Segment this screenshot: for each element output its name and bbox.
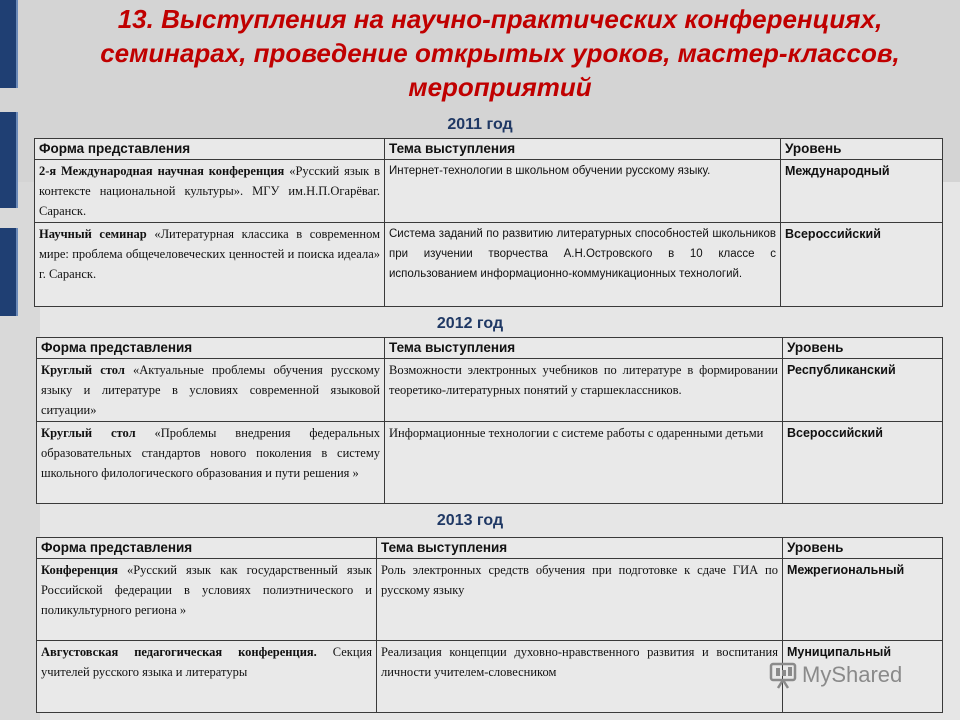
- table-header-row: [35, 139, 943, 160]
- form-type: Круглый стол: [41, 363, 125, 377]
- year-heading-2013: 2013 год: [436, 512, 504, 529]
- level-cell: Международный: [781, 160, 943, 223]
- header-form: Форма представления: [37, 538, 377, 559]
- form-detail: Секция учителей русского языка и литературы: [41, 645, 372, 679]
- form-type: Августовская педагогическая конференция.: [41, 645, 317, 659]
- topic-cell: Интернет-технологии в школьном обучении русскому языку.: [385, 160, 781, 223]
- table-row: [37, 559, 943, 641]
- form-cell: [37, 359, 385, 422]
- header-form: Форма представления: [37, 338, 385, 359]
- level-cell: Муниципальный: [783, 641, 943, 713]
- table-2012: [36, 337, 943, 504]
- header-topic: Тема выступления: [385, 338, 783, 359]
- presentation-icon: [768, 660, 798, 690]
- side-bar-decoration: [0, 112, 18, 208]
- year-heading-2011: 2011 год: [447, 116, 513, 133]
- form-cell: [35, 160, 385, 223]
- topic-cell: Возможности электронных учебников по литературе в формировании теоретико-литературных понятий у старшеклассников.: [385, 359, 783, 422]
- topic-cell: Роль электронных средств обучения при подготовке к сдаче ГИА по русскому языку: [377, 559, 783, 641]
- table-2011: [34, 138, 943, 307]
- form-cell: [37, 641, 377, 713]
- form-detail: «Русский язык как государственный язык Российской федерации в условиях полиэтнического и поликультурного региона »: [41, 563, 372, 617]
- watermark-logo: [768, 658, 902, 692]
- form-type: 2-я Международная научная конференция: [39, 164, 285, 178]
- table-row: [37, 359, 943, 422]
- side-bar-decoration: [0, 228, 18, 316]
- header-topic: Тема выступления: [377, 538, 783, 559]
- year-heading-2012: 2012 год: [436, 315, 504, 332]
- table-row: [35, 160, 943, 223]
- form-type: Круглый стол: [41, 426, 136, 440]
- table-header-row: [37, 338, 943, 359]
- form-cell: [35, 223, 385, 307]
- header-level: Уровень: [783, 538, 943, 559]
- form-detail: «Актуальные проблемы обучения русскому языку и литературе в условиях современной языковой ситуации»: [41, 363, 380, 417]
- table-row: [37, 422, 943, 504]
- level-cell: Республиканский: [783, 359, 943, 422]
- watermark-text: MyShared: [802, 662, 903, 687]
- topic-cell: Информационные технологии с системе работы с одаренными детьми: [385, 422, 783, 504]
- level-cell: Всероссийский: [783, 422, 943, 504]
- level-cell: Межрегиональный: [783, 559, 943, 641]
- form-detail: «Литературная классика в современном мире: проблема общечеловеческих ценностей и поиска идеала» г. Саранск.: [39, 227, 380, 281]
- form-type: Научный семинар: [39, 227, 147, 241]
- topic-cell: Система заданий по развитию литературных способностей школьников при изучении творчества А.Н.Островского в 10 классе с использованием информационно-коммуникационных технологий.: [385, 223, 781, 307]
- header-form: Форма представления: [35, 139, 385, 160]
- form-cell: [37, 559, 377, 641]
- header-level: Уровень: [783, 338, 943, 359]
- form-detail: «Русский язык в контексте национальной культуры». МГУ им.Н.П.Огарёваг. Саранск.: [39, 164, 380, 218]
- table-row: [35, 223, 943, 307]
- level-cell: Всероссийский: [781, 223, 943, 307]
- slide-title: 13. Выступления на научно-практических конференциях, семинарах, проведение открытых уроков, мастер-классов, мероприятий: [100, 4, 900, 102]
- table-header-row: [37, 538, 943, 559]
- side-bar-decoration: [0, 0, 18, 88]
- form-type: Конференция: [41, 563, 118, 577]
- form-cell: [37, 422, 385, 504]
- form-detail: «Проблемы внедрения федеральных образовательных стандартов нового поколения в систему школьного филологического образования и пути решения »: [41, 426, 380, 480]
- topic-cell: Реализация концепции духовно-нравственного развития и воспитания личности учителем-словесником: [377, 641, 783, 713]
- header-level: Уровень: [781, 139, 943, 160]
- header-topic: Тема выступления: [385, 139, 781, 160]
